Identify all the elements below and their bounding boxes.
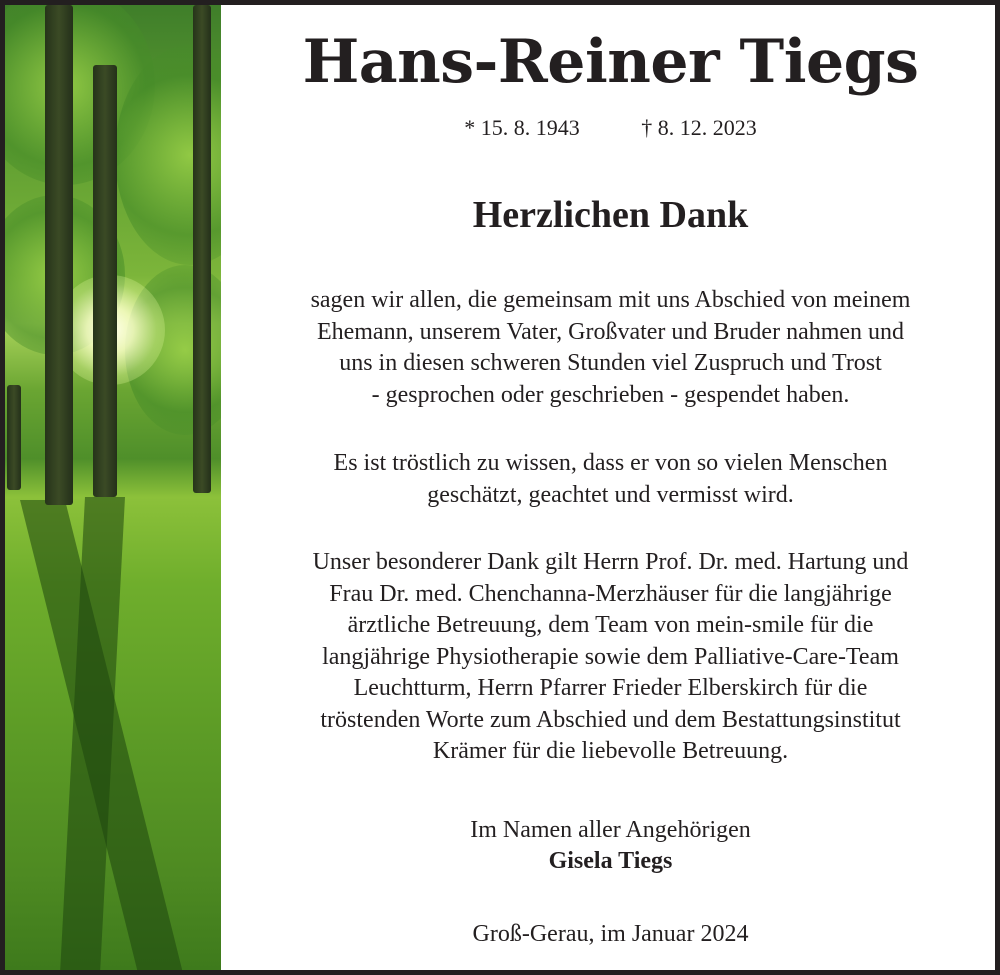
tree-trunk — [7, 385, 21, 490]
text-line: Krämer für die liebevolle Betreuung. — [432, 738, 789, 764]
tree-trunk — [45, 5, 73, 505]
text-line: Frau Dr. med. Chenchanna-Merzhäuser für die langjährige — [329, 580, 892, 607]
death-date: † 8. 12. 2023 — [641, 115, 757, 140]
text-line: tröstenden Worte zum Abschied und dem Bestattungsinstitut — [320, 706, 901, 733]
text-line: Unser besonderer Dank gilt Herrn Prof. Dr. med. Hartung und — [312, 549, 909, 575]
text-line: Leuchtturm, Herrn Pfarrer Frieder Elberskirch für die — [353, 675, 868, 701]
signature-intro: Im Namen aller Angehörigen — [470, 817, 751, 843]
text-line: uns in diesen schweren Stunden viel Zuspruch und Trost — [339, 350, 882, 376]
birth-date: * 15. 8. 1943 — [464, 115, 580, 140]
tree-trunk — [193, 5, 211, 493]
signature-block — [221, 815, 1000, 877]
text-line: langjährige Physiotherapie sowie dem Palliative-Care-Team — [322, 643, 899, 670]
text-line: Es ist tröstlich zu wissen, dass er von so vielen Menschen — [333, 450, 888, 476]
paragraph-comfort — [221, 448, 1000, 511]
paragraph-thanks — [221, 285, 1000, 411]
text-line: sagen wir allen, die gemeinsam mit uns Abschied von meinem — [310, 287, 911, 313]
text-line: ärztliche Betreuung, dem Team von mein-smile für die — [347, 612, 874, 638]
signature-name: Gisela Tiegs — [548, 848, 673, 874]
notice-content — [221, 5, 1000, 970]
text-line: Ehemann, unserem Vater, Großvater und Bruder nahmen und — [316, 318, 905, 345]
park-trees-photo — [5, 5, 221, 970]
text-line: geschätzt, geachtet und vermisst wird. — [427, 481, 794, 508]
thanks-heading: Herzlichen Dank — [472, 194, 749, 236]
tree-trunk — [93, 65, 117, 497]
text-line: - gesprochen oder geschrieben - gespendet haben. — [371, 381, 850, 408]
deceased-name: Hans-Reiner Tiegs — [302, 27, 919, 97]
life-dates — [221, 115, 1000, 141]
paragraph-special-thanks — [221, 547, 1000, 768]
place-date: Groß-Gerau, im Januar 2024 — [472, 921, 749, 947]
